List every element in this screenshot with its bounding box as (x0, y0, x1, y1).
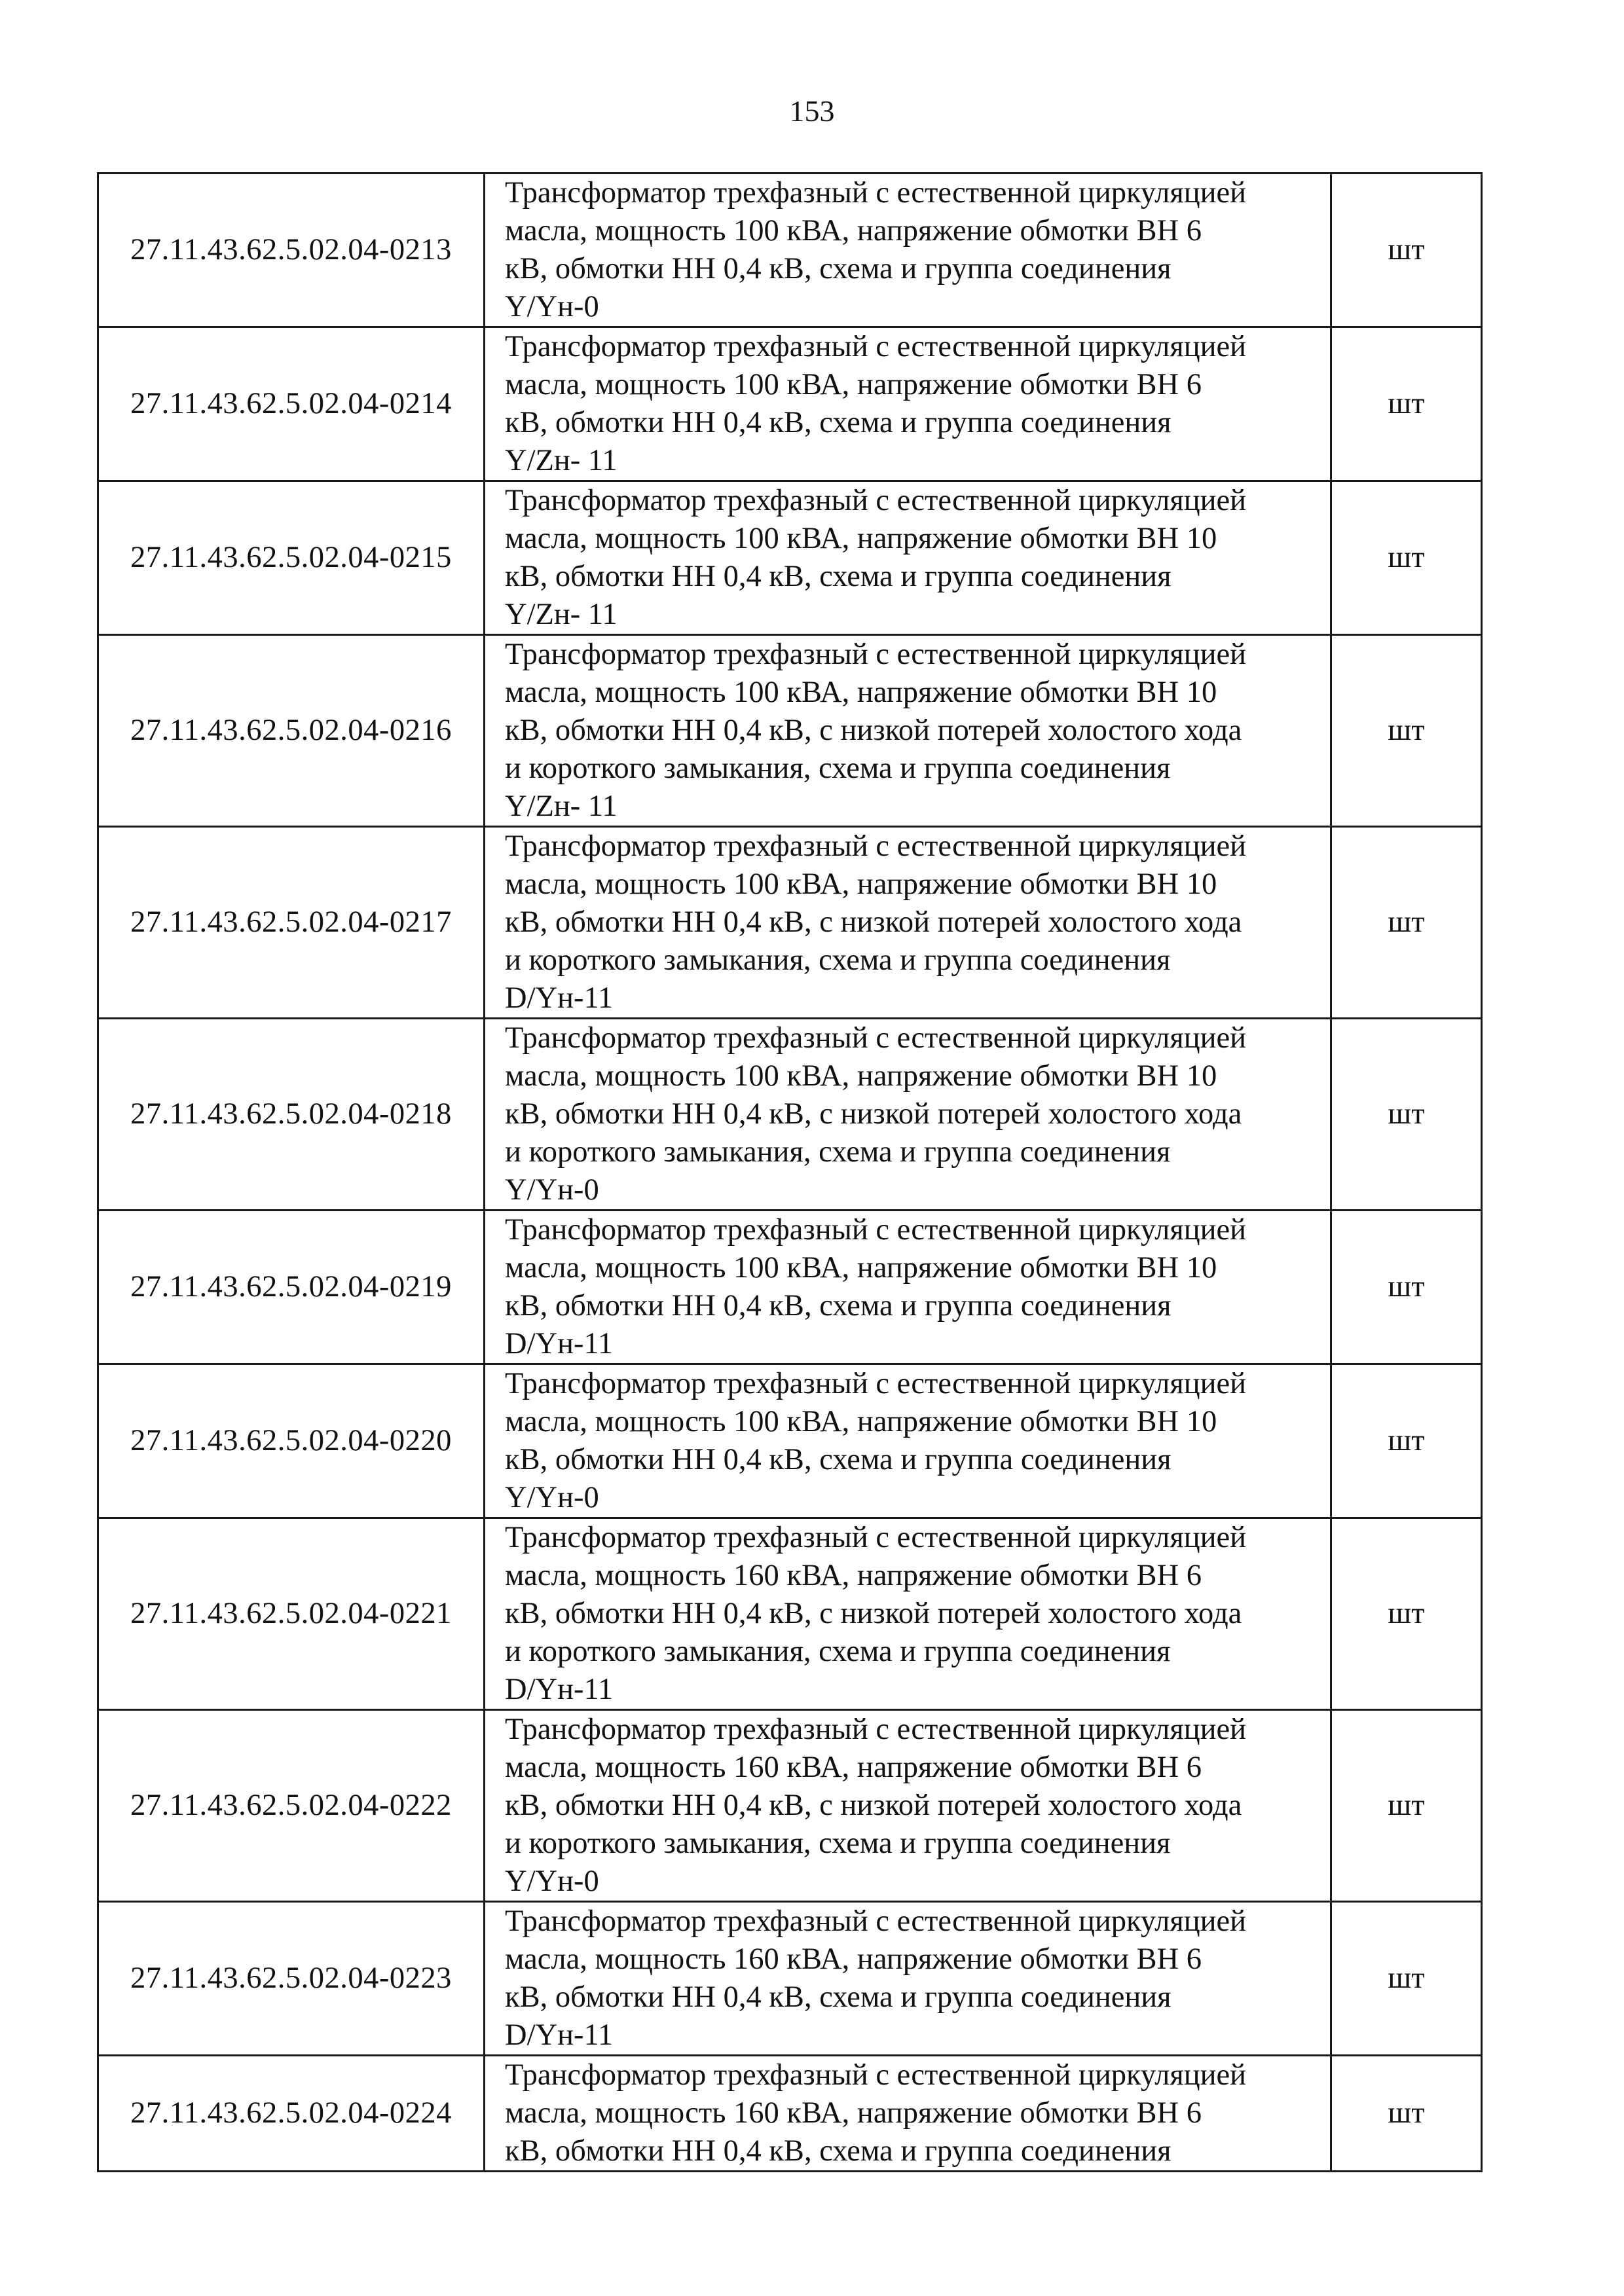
description-line: кВ, обмотки НН 0,4 кВ, схема и группа соединения (505, 1443, 1172, 1476)
item-code: 27.11.43.62.5.02.04-0220 (98, 1364, 485, 1518)
table-row (98, 1364, 1482, 1518)
description-line: D/Yн-11 (505, 981, 614, 1015)
description-line: Y/Yн-0 (505, 1865, 599, 1898)
item-unit: шт (1331, 1364, 1482, 1518)
description-line: масла, мощность 100 кВА, напряжение обмотки ВН 10 (505, 522, 1217, 555)
description-line: кВ, обмотки НН 0,4 кВ, схема и группа соединения (505, 1289, 1172, 1322)
description-line: кВ, обмотки НН 0,4 кВ, схема и группа соединения (505, 252, 1172, 285)
description-line: Трансформатор трехфазный с естественной циркуляцией (505, 330, 1247, 363)
item-code: 27.11.43.62.5.02.04-0223 (98, 1902, 485, 2056)
item-unit: шт (1331, 327, 1482, 481)
description-line: и короткого замыкания, схема и группа соединения (505, 943, 1171, 977)
item-description (485, 1211, 1331, 1364)
table-row (98, 173, 1482, 327)
item-unit: шт (1331, 827, 1482, 1019)
description-line: и короткого замыкания, схема и группа соединения (505, 1827, 1171, 1860)
description-line: Трансформатор трехфазный с естественной циркуляцией (505, 2058, 1247, 2092)
item-unit: шт (1331, 635, 1482, 827)
description-line: масла, мощность 160 кВА, напряжение обмотки ВН 6 (505, 2096, 1202, 2130)
description-line: Y/Yн-0 (505, 1481, 599, 1514)
description-line: кВ, обмотки НН 0,4 кВ, схема и группа соединения (505, 560, 1172, 593)
item-description (485, 173, 1331, 327)
description-line: масла, мощность 100 кВА, напряжение обмотки ВН 10 (505, 1251, 1217, 1285)
item-unit: шт (1331, 1019, 1482, 1211)
description-line: D/Yн-11 (505, 1327, 614, 1360)
description-line: Трансформатор трехфазный с естественной циркуляцией (505, 1904, 1247, 1938)
description-line: кВ, обмотки НН 0,4 кВ, с низкой потерей холостого хода (505, 714, 1242, 747)
description-line: кВ, обмотки НН 0,4 кВ, с низкой потерей холостого хода (505, 1097, 1242, 1131)
description-line: масла, мощность 100 кВА, напряжение обмотки ВН 10 (505, 1405, 1217, 1438)
description-line: масла, мощность 160 кВА, напряжение обмотки ВН 6 (505, 1942, 1202, 1976)
table-row (98, 635, 1482, 827)
description-line: Y/Yн-0 (505, 290, 599, 323)
description-line: Трансформатор трехфазный с естественной циркуляцией (505, 1521, 1247, 1554)
description-line: Трансформатор трехфазный с естественной циркуляцией (505, 1367, 1247, 1400)
item-description (485, 635, 1331, 827)
item-unit: шт (1331, 1710, 1482, 1902)
description-line: D/Yн-11 (505, 1673, 614, 1706)
item-unit: шт (1331, 173, 1482, 327)
description-line: масла, мощность 100 кВА, напряжение обмотки ВН 10 (505, 867, 1217, 901)
description-line: масла, мощность 100 кВА, напряжение обмотки ВН 6 (505, 368, 1202, 401)
table-row (98, 827, 1482, 1019)
table-row (98, 1019, 1482, 1211)
item-code: 27.11.43.62.5.02.04-0221 (98, 1518, 485, 1710)
item-code: 27.11.43.62.5.02.04-0214 (98, 327, 485, 481)
description-line: масла, мощность 100 кВА, напряжение обмотки ВН 10 (505, 676, 1217, 709)
item-description (485, 1902, 1331, 2056)
table-row (98, 1902, 1482, 2056)
item-description (485, 1019, 1331, 1211)
table-row (98, 327, 1482, 481)
item-code: 27.11.43.62.5.02.04-0219 (98, 1211, 485, 1364)
description-line: Трансформатор трехфазный с естественной циркуляцией (505, 1021, 1247, 1055)
item-code: 27.11.43.62.5.02.04-0218 (98, 1019, 485, 1211)
description-line: Трансформатор трехфазный с естественной циркуляцией (505, 829, 1247, 863)
item-description (485, 1518, 1331, 1710)
description-line: Y/Yн-0 (505, 1173, 599, 1207)
description-line: и короткого замыкания, схема и группа соединения (505, 752, 1171, 785)
description-line: кВ, обмотки НН 0,4 кВ, схема и группа соединения (505, 406, 1172, 439)
item-code: 27.11.43.62.5.02.04-0213 (98, 173, 485, 327)
item-description (485, 827, 1331, 1019)
table-row (98, 1518, 1482, 1710)
item-description (485, 1364, 1331, 1518)
description-line: D/Yн-11 (505, 2018, 614, 2052)
description-line: Трансформатор трехфазный с естественной циркуляцией (505, 176, 1247, 210)
description-line: Y/Zн- 11 (505, 790, 618, 823)
item-unit: шт (1331, 2056, 1482, 2172)
description-line: кВ, обмотки НН 0,4 кВ, с низкой потерей холостого хода (505, 1597, 1242, 1630)
description-line: Y/Zн- 11 (505, 598, 618, 631)
description-line: кВ, обмотки НН 0,4 кВ, схема и группа соединения (505, 1980, 1172, 2014)
description-line: кВ, обмотки НН 0,4 кВ, схема и группа соединения (505, 2134, 1172, 2168)
item-code: 27.11.43.62.5.02.04-0224 (98, 2056, 485, 2172)
specification-table (97, 172, 1483, 2172)
table-body (98, 173, 1482, 2172)
item-code: 27.11.43.62.5.02.04-0216 (98, 635, 485, 827)
description-line: кВ, обмотки НН 0,4 кВ, с низкой потерей холостого хода (505, 1789, 1242, 1822)
description-line: кВ, обмотки НН 0,4 кВ, с низкой потерей холостого хода (505, 905, 1242, 939)
description-line: Y/Zн- 11 (505, 444, 618, 477)
table-row (98, 1710, 1482, 1902)
item-code: 27.11.43.62.5.02.04-0215 (98, 481, 485, 635)
page-number: 153 (789, 94, 835, 128)
item-unit: шт (1331, 1518, 1482, 1710)
item-description (485, 2056, 1331, 2172)
item-description (485, 1710, 1331, 1902)
description-line: Трансформатор трехфазный с естественной циркуляцией (505, 1213, 1247, 1247)
item-description (485, 327, 1331, 481)
description-line: Трансформатор трехфазный с естественной циркуляцией (505, 1713, 1247, 1746)
item-unit: шт (1331, 1211, 1482, 1364)
item-code: 27.11.43.62.5.02.04-0222 (98, 1710, 485, 1902)
table-row (98, 1211, 1482, 1364)
description-line: и короткого замыкания, схема и группа соединения (505, 1135, 1171, 1169)
description-line: масла, мощность 100 кВА, напряжение обмотки ВН 6 (505, 214, 1202, 247)
item-unit: шт (1331, 481, 1482, 635)
description-line: Трансформатор трехфазный с естественной циркуляцией (505, 484, 1247, 517)
item-unit: шт (1331, 1902, 1482, 2056)
description-line: масла, мощность 160 кВА, напряжение обмотки ВН 6 (505, 1559, 1202, 1592)
item-description (485, 481, 1331, 635)
description-line: масла, мощность 100 кВА, напряжение обмотки ВН 10 (505, 1059, 1217, 1093)
description-line: Трансформатор трехфазный с естественной циркуляцией (505, 638, 1247, 671)
table-row (98, 2056, 1482, 2172)
description-line: и короткого замыкания, схема и группа соединения (505, 1635, 1171, 1668)
description-line: масла, мощность 160 кВА, напряжение обмотки ВН 6 (505, 1751, 1202, 1784)
item-code: 27.11.43.62.5.02.04-0217 (98, 827, 485, 1019)
table-row (98, 481, 1482, 635)
